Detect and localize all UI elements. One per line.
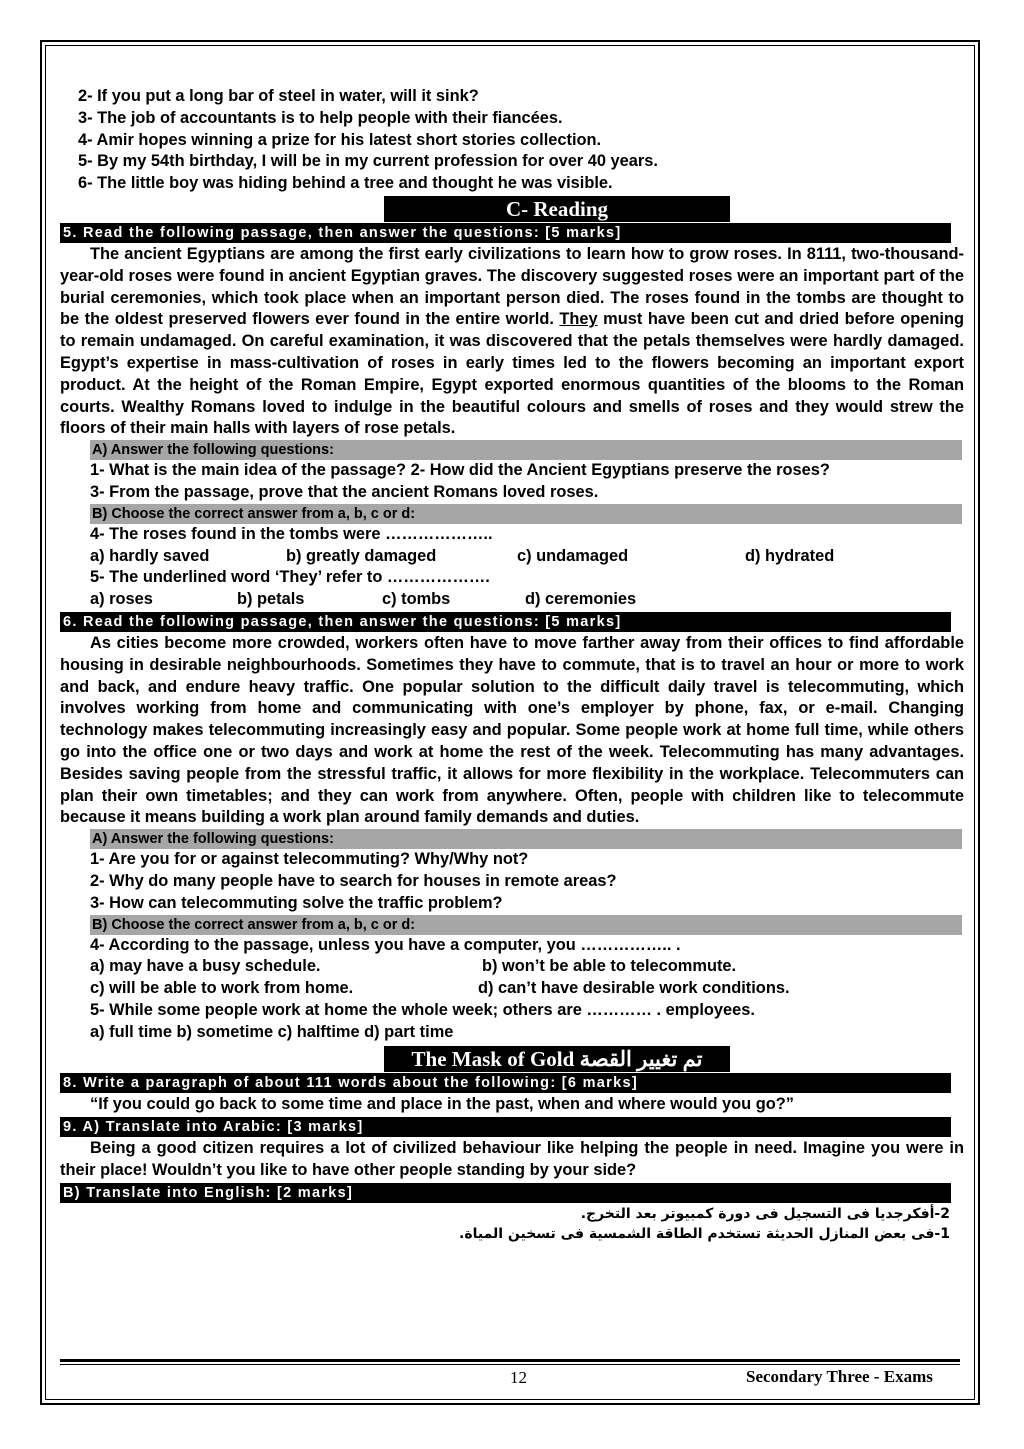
q6-mcq-4-options-row2 [60,978,964,1000]
q8-header: 8. Write a paragraph of about 111 words about the following: [6 marks] [60,1073,951,1093]
q5-passage-b: must have been cut and dried before opening to remain undamaged. On careful examination, it was discovered that the petals themselves were hardly damaged. Egypt’s expertise in mass-cultivation of roses in early times led to the flowers becoming an important export product. At the height of the Roman Empire, Egypt exported enormous quantities of the blooms to the Roman courts. Wealthy Romans loved to indulge in the beautiful colours and smells of roses and they would strew the floors of their main halls with layers of rose petals. [60,310,964,438]
page-number: 12 [510,1368,527,1387]
q6-mcq-4-options-row1 [60,956,964,978]
q9-text-body: Being a good citizen requires a lot of civilized behaviour like helping the people in need. Imagine you were in their place! Wouldn’t you like to have other people standing by your side? [60,1139,964,1180]
q6-question-1: 1- Are you for or against telecommuting? Why/Why not? [90,850,529,869]
option-b: b) greatly damaged [286,546,437,565]
q5-question-3: 3- From the passage, prove that the ancient Romans loved roses. [90,482,599,501]
option-b: b) petals [237,590,305,609]
option-a: a) may have a busy schedule. [90,957,321,976]
item-5: 5- By my 54th birthday, I will be in my current profession for over 40 years. [78,152,658,171]
q5-part-a-label: A) Answer the following questions: [90,440,962,460]
q8-prompt: “If you could go back to some time and place in the past, when and where would you go?” [90,1095,794,1114]
q5-mcq-4-options [60,546,964,568]
q6-header: 6. Read the following passage, then answer the questions: [5 marks] [60,612,951,632]
footer-label: Secondary Three - Exams [746,1367,933,1386]
q6-passage [60,633,964,829]
q5-passage [60,244,964,440]
q6-question-3: 3- How can telecommuting solve the traffic problem? [90,893,503,912]
option-d: d) can’t have desirable work conditions. [478,979,790,998]
q9-text [60,1138,964,1182]
mask-of-gold-title: The Mask of Gold تم تغيير القصة [384,1046,730,1072]
q5-header: 5. Read the following passage, then answer the questions: [5 marks] [60,223,951,243]
option-c: c) undamaged [517,546,629,565]
q5-passage-a: The ancient Egyptians are among the first early civilizations to learn how to grow roses. In 8111, two-thousand-year-old roses were found in ancient Egyptian graves. The discovery suggested roses were an important part of the burial ceremonies, which took place when an important person died. The roses found in the tombs are thought to be the oldest preserved flowers ever found in the entire world. [60,244,964,329]
q5-mcq-4: 4- The roses found in the tombs were ……………….. [90,524,493,543]
item-4: 4- Amir hopes winning a prize for his latest short stories collection. [78,130,602,149]
option-c: c) will be able to work from home. [90,979,354,998]
q5-underlined-word: They [559,310,598,329]
q5-mcq-5-options [60,589,964,611]
option-d: d) ceremonies [525,590,637,609]
q5-question-1-2: 1- What is the main idea of the passage? 2- How did the Ancient Egyptians preserve the roses? [90,461,830,480]
option-d: d) hydrated [745,546,835,565]
q5-mcq-5: 5- The underlined word ‘They’ refer to ………………. [90,568,490,587]
item-2: 2- If you put a long bar of steel in water, will it sink? [78,87,479,105]
option-a: a) hardly saved [90,546,210,565]
section-c-title: C- Reading [384,196,730,222]
footer-rule-thick [60,1359,960,1362]
arabic-sentence-2: 2-أفكرجديا فى التسجيل فى دورة كمبيوتر بعد التخرج. [580,1205,950,1222]
footer-rule-thin [60,1364,960,1365]
item-3: 3- The job of accountants is to help people with their fiancées. [78,108,563,127]
q6-mcq-4: 4- According to the passage, unless you have a computer, you …………….. . [90,935,681,954]
q5-part-b-label: B) Choose the correct answer from a, b, c or d: [90,504,962,524]
q6-part-b-label: B) Choose the correct answer from a, b, c or d: [90,915,962,935]
q6-mcq-5: 5- While some people work at home the whole week; others are ………… . employees. [90,1000,755,1019]
q6-question-2: 2- Why do many people have to search for houses in remote areas? [90,871,617,890]
option-a: a) roses [90,590,153,609]
option-c: c) tombs [382,590,451,609]
item-6: 6- The little boy was hiding behind a tree and thought he was visible. [78,174,613,193]
arabic-sentence-1: 1-فى بعض المنازل الحديثة تستخدم الطاقة الشمسية فى تسخين المياة. [459,1225,950,1242]
q6-passage-text: As cities become more crowded, workers often have to move farther away from their offices to find affordable housing in desirable neighbourhoods. Sometimes they have to commute, that is to travel an hour or more to work and back, and endure heavy traffic. One popular solution to the difficult daily travel is telecommuting, which involves working from home and communicating with one’s employer by phone, fax, or e-mail. Changing technology makes telecommuting increasingly easy and popular. Some people work at home full time, while others go into the office one or two days and work at home the rest of the week. Telecommuting has many advantages. Besides saving people from the stressful traffic, it allows for more flexibility in the workplace. Telecommuters can plan their own timetables; and they can work from anywhere. Often, people with children like to telecommute because it means building a work plan around family demands and duties. [60,633,964,827]
q6-part-a-label: A) Answer the following questions: [90,829,962,849]
exam-content [60,86,964,1244]
q9b-header: B) Translate into English: [2 marks] [60,1183,951,1203]
q9-header: 9. A) Translate into Arabic: [3 marks] [60,1117,951,1137]
q6-mcq-5-options: a) full time b) sometime c) halftime d) part time [90,1022,454,1041]
option-b: b) won’t be able to telecommute. [482,957,737,976]
